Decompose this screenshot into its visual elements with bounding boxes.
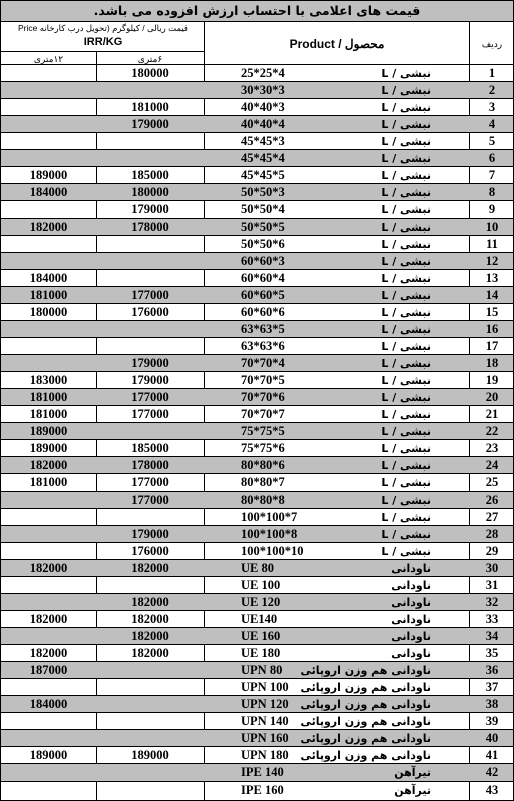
price-12m: 189000 (29, 168, 68, 183)
row-number: 2 (488, 83, 496, 98)
price-6m: 177000 (131, 287, 169, 302)
table-row (1, 422, 513, 440)
product-name: نبشی / L (381, 357, 431, 371)
price-12m (1, 99, 96, 116)
table-row (1, 337, 513, 355)
price-12m (1, 201, 96, 218)
table-row (1, 508, 513, 526)
table-row (1, 269, 513, 287)
row-number: 7 (488, 168, 496, 183)
price-6m (97, 679, 203, 696)
price-12m: 180000 (29, 304, 68, 319)
price-6m: 176000 (131, 304, 169, 319)
row-number: 1 (488, 66, 496, 80)
price-6m (97, 713, 203, 730)
table-row (1, 252, 513, 270)
price-12m (1, 577, 96, 594)
product-name: نبشی / L (381, 169, 431, 183)
table-row (1, 473, 513, 491)
product-dimension: 80*80*6 (241, 458, 285, 473)
product-name: ناودانی هم وزن اروپائی (300, 698, 431, 712)
row-number: 22 (485, 424, 499, 439)
product-dimension: UPN 180 (241, 748, 289, 763)
table-row (1, 166, 513, 184)
product-dimension: UPN 80 (241, 663, 283, 678)
table-row (1, 439, 513, 457)
row-number: 13 (485, 270, 499, 285)
table-row (1, 525, 513, 543)
length-12m-header: ۱۲متری (33, 54, 64, 64)
table-row (1, 354, 513, 372)
product-name: نبشی / L (381, 442, 431, 456)
price-12m: 181000 (29, 475, 68, 490)
price-12m (1, 509, 96, 526)
price-12m (1, 782, 96, 799)
price-12m: 182000 (29, 611, 68, 626)
table-row (1, 593, 513, 611)
price-6m: 180000 (131, 66, 169, 80)
product-name: نبشی / L (381, 493, 431, 507)
table-row (1, 661, 513, 679)
row-number: 37 (485, 680, 499, 695)
row-number: 31 (485, 577, 499, 592)
price-12m: 189000 (29, 424, 68, 439)
product-dimension: 30*30*3 (241, 83, 285, 98)
price-12m (1, 713, 96, 730)
row-number: 6 (488, 151, 496, 166)
table-row (1, 200, 513, 218)
row-number: 16 (485, 321, 499, 336)
row-number: 11 (486, 236, 498, 251)
product-dimension: 60*60*3 (241, 253, 285, 268)
price-12m: 184000 (29, 697, 68, 712)
row-number: 5 (488, 134, 496, 149)
product-dimension: UE 120 (241, 594, 281, 609)
product-dimension: 60*60*4 (241, 270, 285, 285)
price-6m (97, 509, 203, 526)
price-12m (1, 82, 96, 99)
row-number: 19 (485, 373, 499, 388)
price-6m (97, 133, 203, 150)
row-number: 40 (485, 731, 499, 746)
price-12m (1, 321, 96, 338)
price-6m (97, 253, 203, 270)
row-number: 10 (485, 219, 499, 234)
row-number: 18 (485, 356, 499, 371)
table-row (1, 644, 513, 662)
price-6m: 178000 (131, 219, 169, 234)
price-6m (97, 321, 203, 338)
product-name: نبشی / L (381, 101, 431, 115)
product-name: ناودانی (391, 629, 431, 643)
product-dimension: 63*63*6 (241, 338, 285, 353)
price-6m (97, 82, 203, 99)
product-name: ناودانی هم وزن اروپائی (300, 664, 431, 678)
price-6m: 182000 (131, 594, 169, 609)
table-row (1, 576, 513, 594)
price-12m: 181000 (29, 407, 68, 422)
product-dimension: 60*60*5 (241, 287, 285, 302)
product-name: نبشی / L (381, 152, 431, 166)
product-dimension: 80*80*7 (241, 475, 285, 490)
header-divider (1, 51, 204, 52)
product-dimension: UE 180 (241, 646, 281, 661)
row-number: 25 (485, 475, 499, 490)
table-row (1, 712, 513, 730)
product-dimension: 40*40*4 (241, 117, 285, 132)
product-dimension: 50*50*5 (241, 219, 285, 234)
price-12m: 187000 (29, 663, 68, 678)
row-number: 17 (485, 338, 499, 353)
row-number-header: ردیف (481, 39, 503, 49)
product-dimension: 50*50*3 (241, 185, 285, 200)
row-number: 27 (485, 509, 499, 524)
product-dimension: UPN 140 (241, 714, 289, 729)
price-12m (1, 116, 96, 133)
product-name: نبشی / L (381, 391, 431, 405)
currency-label: IRR/KG (83, 36, 123, 48)
product-name: ناودانی هم وزن اروپائی (300, 681, 431, 695)
row-number: 20 (485, 390, 499, 405)
product-dimension: 45*45*3 (241, 134, 285, 149)
price-12m: 182000 (29, 646, 68, 661)
price-6m: 176000 (131, 543, 169, 558)
table-row (1, 627, 513, 645)
product-header: Product / محصول (289, 37, 385, 51)
product-name: نبشی / L (381, 118, 431, 132)
price-12m: 182000 (29, 219, 68, 234)
price-6m: 179000 (131, 373, 169, 388)
table-row (1, 763, 513, 781)
page-title: قیمت های اعلامی با احتساب ارزش افزوده می باشد. (1, 1, 513, 22)
row-number: 35 (485, 646, 499, 661)
price-12m (1, 133, 96, 150)
price-6m (97, 730, 203, 747)
price-6m (97, 696, 203, 713)
price-6m: 177000 (131, 475, 169, 490)
product-dimension: 70*70*6 (241, 390, 285, 405)
product-dimension: UE 100 (241, 577, 281, 592)
price-12m (1, 679, 96, 696)
price-12m: 184000 (29, 270, 68, 285)
product-name: نبشی / L (381, 237, 431, 251)
product-dimension: UPN 100 (241, 680, 289, 695)
price-6m (97, 423, 203, 440)
price-6m: 185000 (131, 441, 169, 456)
table-row (1, 235, 513, 253)
table-row (1, 559, 513, 577)
row-number: 32 (485, 594, 499, 609)
product-dimension: 100*100*7 (241, 509, 298, 524)
product-name: تیرآهن (394, 783, 431, 797)
row-number: 41 (485, 748, 499, 763)
price-6m (97, 338, 203, 355)
row-number: 3 (488, 100, 496, 115)
product-dimension: 100*100*10 (241, 543, 304, 558)
price-12m: 181000 (29, 287, 68, 302)
price-12m (1, 543, 96, 560)
price-12m: 182000 (29, 560, 68, 575)
price-12m (1, 253, 96, 270)
product-dimension: 75*75*5 (241, 424, 285, 439)
price-6m (97, 236, 203, 253)
table-row (1, 695, 513, 713)
price-6m: 182000 (131, 628, 169, 643)
price-12m: 189000 (29, 441, 68, 456)
table-row (1, 678, 513, 696)
product-dimension: UE 160 (241, 628, 281, 643)
row-number: 24 (485, 458, 499, 473)
table-row (1, 388, 513, 406)
price-6m (97, 270, 203, 287)
product-dimension: 25*25*4 (241, 66, 285, 80)
price-6m: 177000 (131, 407, 169, 422)
product-dimension: UE 80 (241, 560, 274, 575)
product-name: نبشی / L (381, 527, 431, 541)
product-name: نبشی / L (381, 288, 431, 302)
row-number: 26 (485, 492, 499, 507)
row-number: 42 (485, 765, 499, 780)
row-number: 15 (485, 304, 499, 319)
row-number: 4 (488, 117, 496, 132)
row-number: 28 (485, 526, 499, 541)
table-row (1, 320, 513, 338)
product-name: نبشی / L (381, 135, 431, 149)
row-number: 39 (485, 714, 499, 729)
product-name: تیرآهن (394, 766, 431, 780)
product-dimension: 40*40*3 (241, 100, 285, 115)
price-12m (1, 628, 96, 645)
price-6m (97, 782, 203, 799)
price-12m: 189000 (29, 748, 68, 763)
table-row (1, 781, 513, 799)
table-row (1, 132, 513, 150)
price-header-label: قیمت ریالی / کیلوگرم (تحویل درب کارخانه Price (18, 23, 188, 33)
table-row (1, 98, 513, 116)
row-number: 9 (488, 202, 496, 217)
product-name: ناودانی هم وزن اروپائی (300, 749, 431, 763)
row-number: 33 (485, 611, 499, 626)
product-name: نبشی / L (381, 305, 431, 319)
product-name: نبشی / L (381, 374, 431, 388)
row-number: 38 (485, 697, 499, 712)
product-name: ناودانی هم وزن اروپائی (300, 715, 431, 729)
product-name: نبشی / L (381, 254, 431, 268)
price-6m: 180000 (131, 185, 169, 200)
price-12m (1, 150, 96, 167)
product-name: ناودانی (391, 612, 431, 626)
price-6m: 178000 (131, 458, 169, 473)
product-name: نبشی / L (381, 476, 431, 490)
row-number: 34 (485, 628, 499, 643)
row-number: 29 (485, 543, 499, 558)
product-dimension: 60*60*6 (241, 304, 285, 319)
product-name: نبشی / L (381, 271, 431, 285)
product-name: ناودانی هم وزن اروپائی (300, 732, 431, 746)
price-6m: 179000 (131, 202, 169, 217)
price-12m (1, 65, 96, 82)
row-number: 30 (485, 560, 499, 575)
product-dimension: UPN 120 (241, 697, 289, 712)
product-name: نبشی / L (381, 220, 431, 234)
table-row (1, 64, 513, 82)
product-dimension: 75*75*6 (241, 441, 285, 456)
price-12m (1, 355, 96, 372)
length-6m-header: ۶متری (137, 54, 163, 64)
product-dimension: 45*45*5 (241, 168, 285, 183)
table-row (1, 542, 513, 560)
product-name: نبشی / L (381, 408, 431, 422)
product-dimension: 50*50*6 (241, 236, 285, 251)
price-12m (1, 492, 96, 509)
table-row (1, 81, 513, 99)
price-6m: 182000 (131, 646, 169, 661)
price-6m: 179000 (131, 356, 169, 371)
product-dimension: 80*80*8 (241, 492, 285, 507)
row-number: 14 (485, 287, 499, 302)
product-name: نبشی / L (381, 322, 431, 336)
product-dimension: 70*70*7 (241, 407, 285, 422)
row-number: 43 (485, 782, 499, 797)
price-12m: 181000 (29, 390, 68, 405)
table-row (1, 456, 513, 474)
price-6m (97, 662, 203, 679)
product-name: نبشی / L (381, 339, 431, 353)
product-name: ناودانی (391, 647, 431, 661)
product-dimension: IPE 140 (241, 765, 284, 780)
price-6m: 182000 (131, 560, 169, 575)
table-row (1, 371, 513, 389)
product-dimension: 50*50*4 (241, 202, 285, 217)
product-name: نبشی / L (381, 459, 431, 473)
product-name: ناودانی (391, 578, 431, 592)
table-row (1, 746, 513, 764)
row-number: 12 (485, 253, 499, 268)
product-name: ناودانی (391, 561, 431, 575)
row-number: 23 (485, 441, 499, 456)
price-12m (1, 236, 96, 253)
table-row (1, 183, 513, 201)
product-dimension: IPE 160 (241, 782, 284, 797)
price-12m (1, 526, 96, 543)
price-6m: 177000 (131, 492, 169, 507)
product-dimension: 70*70*5 (241, 373, 285, 388)
price-12m (1, 338, 96, 355)
price-12m (1, 764, 96, 781)
row-number: 8 (488, 185, 496, 200)
price-6m (97, 577, 203, 594)
product-dimension: UE140 (241, 611, 278, 626)
product-dimension: 45*45*4 (241, 151, 285, 166)
product-name: نبشی / L (381, 425, 431, 439)
price-6m: 189000 (131, 748, 169, 763)
table-row (1, 491, 513, 509)
product-name: ناودانی (391, 595, 431, 609)
price-6m (97, 764, 203, 781)
price-12m: 182000 (29, 458, 68, 473)
table-row (1, 729, 513, 747)
row-number: 36 (485, 663, 499, 678)
product-name: نبشی / L (381, 203, 431, 217)
product-name: نبشی / L (381, 84, 431, 98)
price-12m: 184000 (29, 185, 68, 200)
price-6m: 179000 (131, 526, 169, 541)
table-row (1, 218, 513, 236)
price-6m: 185000 (131, 168, 169, 183)
price-12m: 183000 (29, 373, 68, 388)
product-name: نبشی / L (381, 544, 431, 558)
table-row (1, 303, 513, 321)
row-number: 21 (485, 407, 499, 422)
price-6m (97, 150, 203, 167)
product-dimension: UPN 160 (241, 731, 289, 746)
price-6m: 181000 (131, 100, 169, 115)
price-12m (1, 594, 96, 611)
table-row (1, 286, 513, 304)
product-dimension: 63*63*5 (241, 321, 285, 336)
price-6m: 177000 (131, 390, 169, 405)
product-name: نبشی / L (381, 186, 431, 200)
price-6m: 182000 (131, 611, 169, 626)
price-6m: 179000 (131, 117, 169, 132)
table-row (1, 405, 513, 423)
table-row (1, 149, 513, 167)
product-name: نبشی / L (381, 510, 431, 524)
price-12m (1, 730, 96, 747)
product-dimension: 100*100*8 (241, 526, 298, 541)
product-dimension: 70*70*4 (241, 356, 285, 371)
table-row (1, 115, 513, 133)
table-row (1, 610, 513, 628)
product-name: نبشی / L (381, 67, 431, 80)
